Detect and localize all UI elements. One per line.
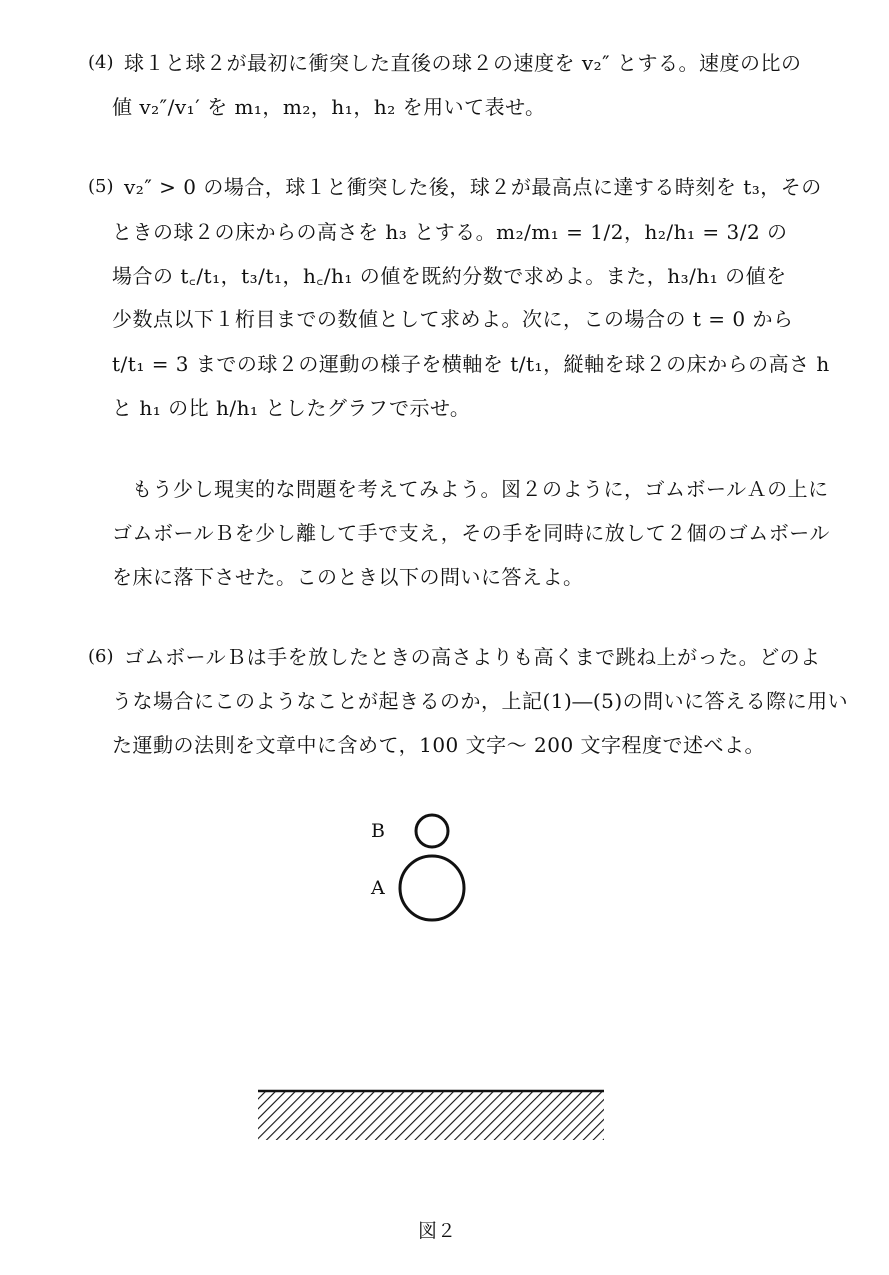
question-6-number: (6): [88, 646, 114, 667]
figure-caption: 図２: [418, 1220, 457, 1242]
question-5-line-4: 少数点以下１桁目までの数値として求めよ。次に，この場合の t = 0 から: [112, 307, 794, 331]
label-a: A: [371, 877, 385, 899]
intro-line-2: ゴムボールＢを少し離して手で支え，その手を同時に放して２個のゴムボール: [112, 521, 830, 545]
question-5-line-5: t/t₁ = 3 までの球２の運動の様子を横軸を t/t₁，縦軸を球２の床からの高さ h: [112, 352, 830, 376]
label-b: B: [371, 820, 385, 842]
question-6-line-1: ゴムボールＢは手を放したときの高さよりも高くまで跳ね上がった。どのよ: [124, 645, 821, 669]
question-6-line-2: うな場合にこのようなことが起きるのか，上記(1)―(5)の問いに答える際に用い: [112, 689, 849, 713]
question-5-line-1: v₂″ > 0 の場合，球１と衝突した後，球２が最高点に達する時刻を t₃，その: [124, 175, 822, 199]
ball-a: [400, 856, 464, 920]
question-4-line-1: 球１と球２が最初に衝突した直後の球２の速度を v₂″ とする。速度の比の: [124, 51, 802, 75]
question-5-line-6: と h₁ の比 h/h₁ としたグラフで示せ。: [112, 396, 471, 420]
intro-line-3: を床に落下させた。このとき以下の問いに答えよ。: [112, 565, 584, 589]
ball-b: [416, 815, 448, 847]
question-4-number: (4): [88, 52, 114, 73]
question-5-number: (5): [88, 176, 114, 197]
question-4-line-2: 値 v₂″/v₁′ を m₁，m₂，h₁，h₂ を用いて表せ。: [112, 95, 546, 119]
question-6-line-3: た運動の法則を文章中に含めて，100 文字～ 200 文字程度で述べよ。: [112, 733, 766, 757]
question-5-line-3: 場合の t꜀/t₁，t₃/t₁，h꜀/h₁ の値を既約分数で求めよ。また，h₃/h₁ の値を: [112, 264, 787, 288]
intro-line-1: もう少し現実的な問題を考えてみよう。図２のように，ゴムボールＡの上に: [132, 477, 829, 501]
floor-hatching: [258, 1092, 604, 1140]
question-5-line-2: ときの球２の床からの高さを h₃ とする。m₂/m₁ = 1/2，h₂/h₁ = 3/2 の: [112, 220, 788, 244]
